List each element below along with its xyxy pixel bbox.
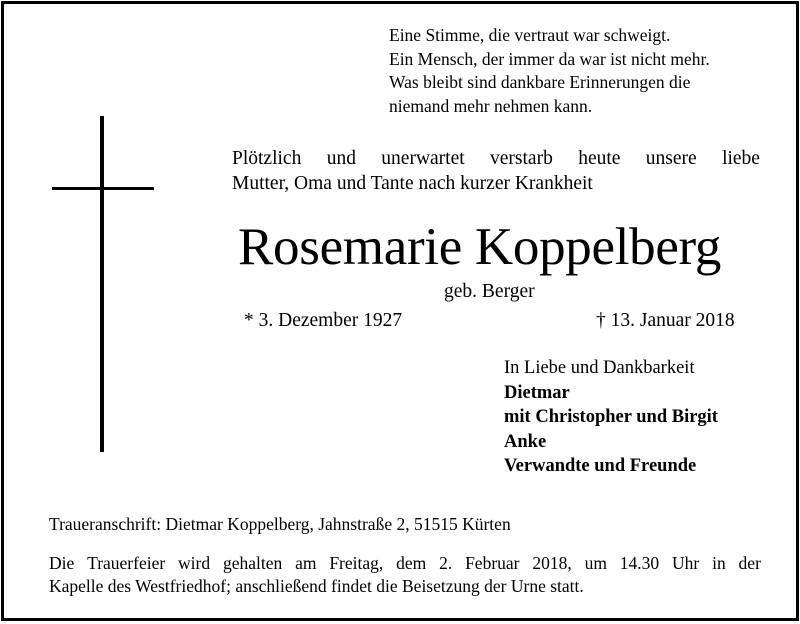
word: Die [49, 553, 75, 573]
word: 2018, [532, 553, 572, 573]
word: Trauerfeier [87, 553, 166, 573]
poem-line: Was bleibt sind dankbare Erinnerungen die [389, 72, 691, 92]
word: in [712, 553, 726, 573]
word: Plötzlich [232, 148, 302, 169]
obituary-notice [1, 1, 799, 621]
word: Uhr [672, 553, 700, 573]
word: am [295, 553, 317, 573]
mourners-intro: In Liebe und Dankbarkeit [504, 358, 695, 378]
mourners-block [504, 356, 718, 479]
announcement-text [232, 146, 760, 196]
word: der [738, 553, 761, 573]
word: 2. [439, 553, 453, 573]
birth-date: * 3. Dezember 1927 [244, 310, 403, 331]
poem-line: Ein Mensch, der immer da war ist nicht mehr. [389, 48, 710, 69]
word: Februar [465, 553, 520, 573]
deceased-name: Rosemarie Koppelberg [238, 218, 722, 276]
mourner-name: Anke [504, 431, 547, 452]
ceremony-info [49, 552, 761, 598]
mourning-address: Traueranschrift: Dietmar Koppelberg, Jahnstraße 2, 51515 Kürten [49, 514, 511, 534]
announcement-line-2: Mutter, Oma und Tante nach kurzer Krankheit [232, 173, 593, 194]
cross-symbol-vertical [100, 116, 104, 452]
ceremony-line-2: Kapelle des Westfriedhof; anschließend findet die Beisetzung der Urne statt. [49, 576, 584, 596]
birth-name: geb. Berger [444, 281, 535, 302]
mourner-name: Dietmar [504, 382, 570, 403]
cross-symbol-horizontal [52, 187, 154, 190]
death-date: † 13. Januar 2018 [596, 310, 735, 331]
word: liebe [722, 148, 760, 169]
word: gehalten [222, 553, 283, 573]
word: 14.30 [619, 553, 660, 573]
word: verstarb [490, 148, 553, 169]
memorial-poem [389, 24, 710, 118]
announcement-line-1 [232, 146, 760, 171]
word: heute [578, 148, 621, 169]
mourner-name: mit Christopher und Birgit [504, 407, 718, 427]
poem-line: niemand mehr nehmen kann. [389, 95, 593, 116]
poem-line: Eine Stimme, die vertraut war schweigt. [389, 25, 671, 45]
word: um [584, 553, 607, 573]
word: wird [178, 553, 211, 573]
word: unsere [645, 148, 697, 169]
word: und [326, 148, 356, 169]
word: unerwartet [381, 148, 465, 169]
mourner-name: Verwandte und Freunde [504, 456, 697, 476]
word: Freitag, [329, 553, 384, 573]
word: dem [396, 553, 427, 573]
ceremony-line-1 [49, 552, 761, 575]
